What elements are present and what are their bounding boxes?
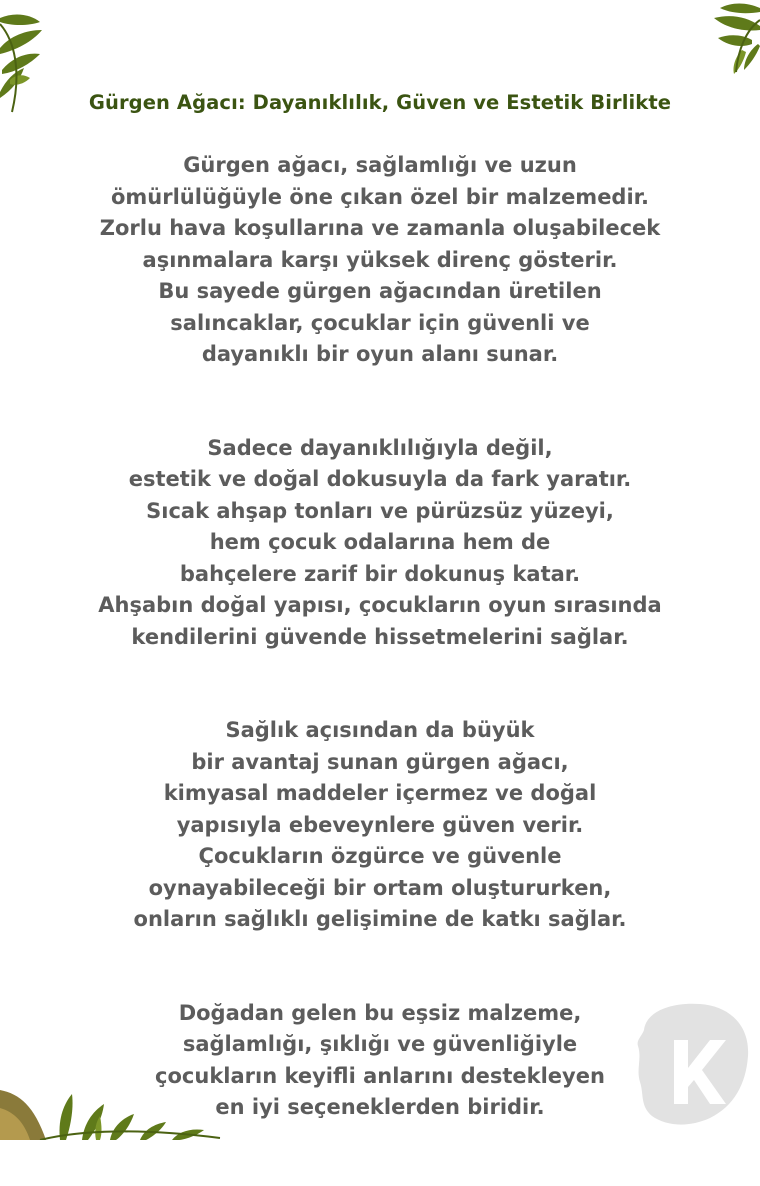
text-line: salıncaklar, çocuklar için güvenli ve <box>170 310 590 335</box>
text-line: Doğadan gelen bu eşsiz malzeme, <box>178 1000 582 1025</box>
text-line: hem çocuk odalarına hem de <box>209 530 551 554</box>
text-line: onların sağlıklı gelişimine de katkı sağlar. <box>133 907 627 931</box>
text-line: dayanıklı bir oyun alanı sunar. <box>201 342 559 366</box>
paragraph <box>0 715 760 936</box>
text-line: Çocukların özgürce ve güvenle <box>198 844 562 868</box>
text-line: kendilerini güvende hissetmelerini sağlar. <box>131 624 629 649</box>
text-line: Sağlık açısından da büyük <box>225 718 535 742</box>
paragraph <box>0 433 760 654</box>
text-line: Bu sayede gürgen ağacından üretilen <box>158 279 602 303</box>
page-title: Gürgen Ağacı: Dayanıklılık, Güven ve Estetik Birlikte <box>88 91 672 114</box>
text-line: aşınmalara karşı yüksek direnç gösterir. <box>142 247 618 272</box>
text-line: kimyasal maddeler içermez ve doğal <box>163 781 597 805</box>
text-line: bir avantaj sunan gürgen ağacı, <box>191 749 569 774</box>
text-line: Sadece dayanıklılığıyla değil, <box>207 435 553 460</box>
text-line: en iyi seçeneklerden biridir. <box>215 1095 545 1119</box>
leaf-branch-icon <box>680 0 760 80</box>
text-line: oynayabileceği bir ortam oluştururken, <box>148 875 612 900</box>
text-line: Gürgen ağacı, sağlamlığı ve uzun <box>183 153 577 177</box>
paragraph <box>0 150 760 371</box>
text-line: bahçelere zarif bir dokunuş katar. <box>179 561 581 586</box>
text-line: ömürlülüğüyle öne çıkan özel bir malzemedir. <box>110 184 650 209</box>
text-line: Ahşabın doğal yapısı, çocukların oyun sırasında <box>98 593 662 617</box>
k-logo-watermark-icon <box>630 1000 752 1128</box>
text-line: Zorlu hava koşullarına ve zamanla oluşabilecek <box>99 216 661 240</box>
text-line: estetik ve doğal dokusuyla da fark yaratır. <box>128 467 632 491</box>
text-line: yapısıyla ebeveynlere güven verir. <box>176 812 584 837</box>
text-line: Sıcak ahşap tonları ve pürüzsüz yüzeyi, <box>146 498 614 523</box>
text-line: sağlamlığı, şıklığı ve güvenliğiyle <box>182 1032 578 1056</box>
text-line: çocukların keyifli anlarını destekleyen <box>155 1063 605 1088</box>
